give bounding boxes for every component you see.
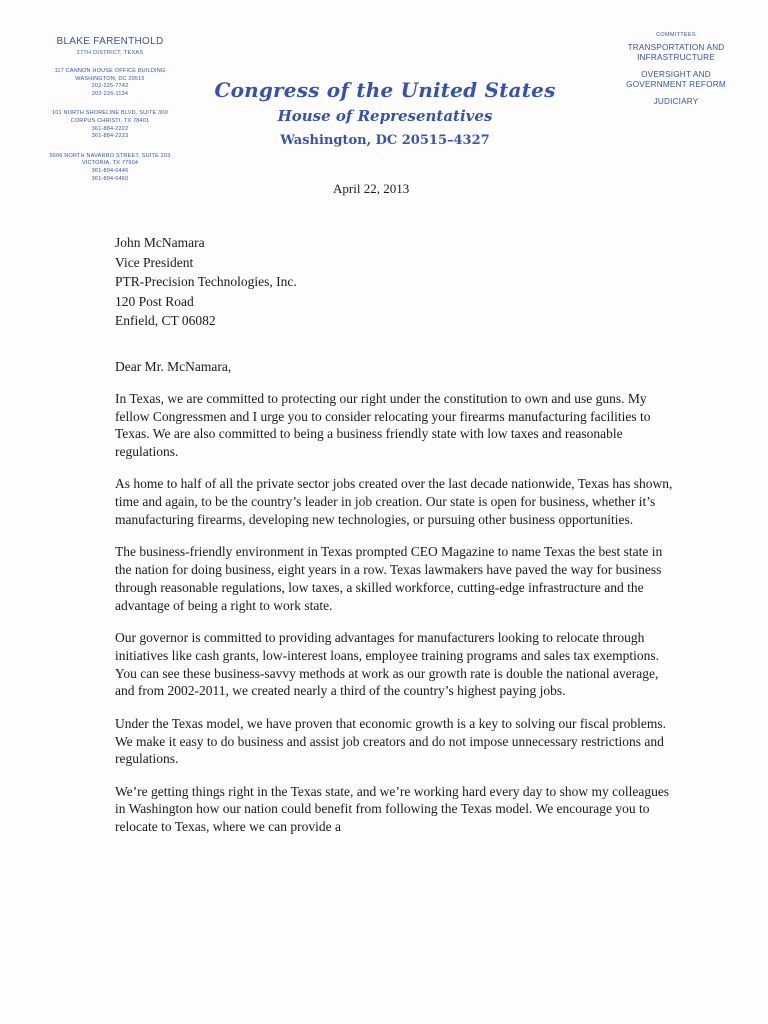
office-city: VICTORIA, TX 77904 bbox=[81, 160, 139, 167]
office-phone: 202-225-7742 bbox=[91, 83, 129, 90]
member-name: BLAKE FARENTHOLD bbox=[56, 36, 164, 47]
office-address-corpus-christi bbox=[30, 110, 190, 140]
office-address-dc bbox=[30, 68, 190, 98]
paragraph: As home to half of all the private sector jobs created over the last decade nationwide, Texas has shown, time and again, to be the country’s leader in job creation. Our state is open for business, whether it’s manufacturing firearms, developing new technologies, or pursuing other business opportunities. bbox=[115, 476, 673, 528]
congress-title: Congress of the United States bbox=[214, 78, 556, 102]
washington-address: Washington, DC 20515–4327 bbox=[280, 133, 490, 148]
paragraph: Under the Texas model, we have proven that economic growth is a key to solving our fiscal problems. We make it easy to do business and assist job creators and do not impose unnecessary restrictions and regulations. bbox=[115, 715, 667, 767]
committee-item: JUDICIARY bbox=[653, 97, 699, 106]
office-city: WASHINGTON, DC 20515 bbox=[75, 75, 145, 82]
member-info bbox=[30, 36, 190, 183]
office-street: 101 NORTH SHORELINE BLVD, SUITE 300 bbox=[52, 110, 168, 117]
paragraph: Our governor is committed to providing advantages for manufacturers looking to relocate through initiatives like cash grants, low-interest loans, employee training programs and sales tax exemptions. You can see these business-savvy methods at work as our growth rate is double the national average, and from 2002-2011, we created nearly a third of the country’s highest paying jobs. bbox=[115, 630, 659, 699]
committee-item: TRANSPORTATION AND INFRASTRUCTURE bbox=[627, 43, 725, 62]
letter-body bbox=[115, 358, 675, 851]
member-district: 27TH DISTRICT, TEXAS bbox=[76, 50, 144, 56]
recipient-company: PTR-Precision Technologies, Inc. bbox=[115, 274, 297, 289]
letter-date: April 22, 2013 bbox=[333, 181, 410, 196]
office-fax: 361-894-6460 bbox=[91, 175, 129, 182]
committee-item: OVERSIGHT AND GOVERNMENT REFORM bbox=[626, 70, 726, 89]
office-fax: 361-884-2223 bbox=[91, 133, 129, 140]
office-phone: 361-894-6446 bbox=[91, 167, 129, 174]
office-street: 5606 NORTH NAVARRO STREET, SUITE 203 bbox=[49, 152, 171, 159]
recipient-city: Enfield, CT 06082 bbox=[115, 313, 216, 328]
recipient-name: John McNamara bbox=[115, 235, 205, 250]
office-city: CORPUS CHRISTI, TX 78401 bbox=[70, 117, 150, 124]
office-phone: 361-884-2222 bbox=[91, 125, 129, 132]
paragraph: We’re getting things right in the Texas state, and we’re working hard every day to show my colleagues in Washington how our nation could benefit from following the Texas model. We encourage you to relocate to Texas, where we can provide a bbox=[115, 783, 670, 835]
paragraph: In Texas, we are committed to protecting our right under the constitution to own and use guns. My fellow Congressmen and I urge you to consider relocating your firearms manufacturing facilities to Texas. We are also committed to being a business friendly state with low taxes and reasonable regulations. bbox=[115, 390, 651, 460]
recipient-title: Vice President bbox=[115, 254, 194, 270]
office-street: 117 CANNON HOUSE OFFICE BUILDING bbox=[54, 68, 166, 74]
committees bbox=[618, 32, 734, 107]
house-title: House of Representatives bbox=[277, 107, 493, 125]
letterhead-title bbox=[200, 78, 570, 148]
recipient-street: 120 Post Road bbox=[115, 293, 194, 309]
office-fax: 202-226-1134 bbox=[91, 90, 129, 97]
salutation: Dear Mr. McNamara, bbox=[115, 359, 232, 374]
paragraph: The business-friendly environment in Texas prompted CEO Magazine to name Texas the best state in the nation for doing business, eight years in a row. Texas lawmakers have paved the way for business through reasonable regulations, low taxes, a skilled workforce, cutting-edge infrastructure and the advantage of being a right to work state. bbox=[115, 544, 663, 613]
office-address-victoria bbox=[30, 153, 190, 183]
committees-heading: COMMITTEES bbox=[656, 32, 696, 38]
recipient-address bbox=[115, 233, 297, 331]
